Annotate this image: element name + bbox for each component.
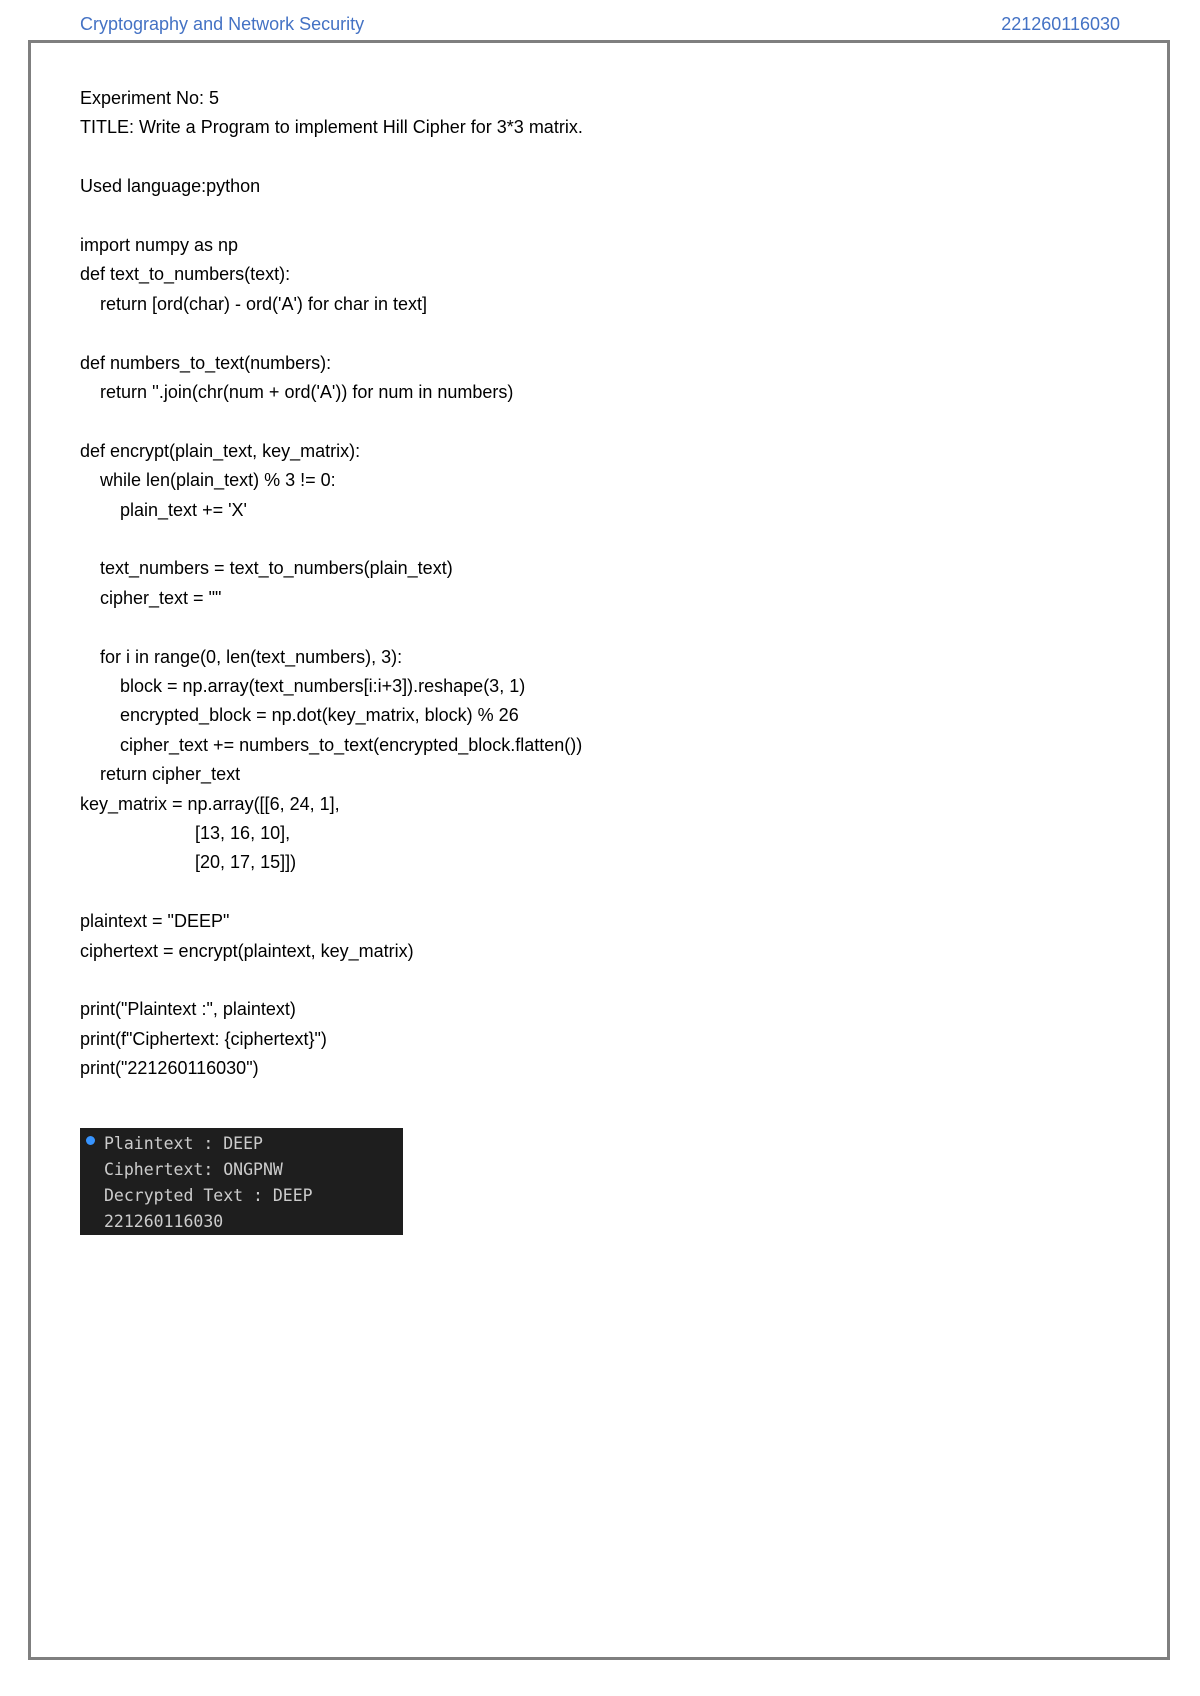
code-line: plaintext = "DEEP" [80,911,230,932]
blank-line [80,143,1100,172]
blank-line [80,966,1100,995]
code-line: cipher_text = "" [80,587,222,608]
header-enrollment-number: 221260116030 [1001,13,1120,34]
blank-line [80,202,1100,231]
page-header [80,12,1120,36]
terminal-line: Ciphertext: ONGPNW [104,1160,283,1179]
code-line: print(f"Ciphertext: {ciphertext}") [80,1028,327,1049]
code-line: text_numbers = text_to_numbers(plain_text) [80,558,453,579]
blank-line [80,407,1100,436]
code-line: for i in range(0, len(text_numbers), 3): [80,646,403,667]
code-line: key_matrix = np.array([[6, 24, 1], [80,793,340,814]
code-line: while len(plain_text) % 3 != 0: [80,470,336,491]
code-line: def text_to_numbers(text): [80,264,291,285]
header-course-title: Cryptography and Network Security [80,13,365,34]
terminal-line: Plaintext : DEEP [104,1134,263,1153]
code-line: cipher_text += numbers_to_text(encrypted_block.flatten()) [80,734,583,755]
document-body [80,84,1100,1084]
terminal-line: Decrypted Text : DEEP [104,1186,313,1205]
blank-line [80,525,1100,554]
blank-line [80,878,1100,907]
code-line: [13, 16, 10], [80,823,291,844]
terminal-lines [104,1131,313,1235]
code-line: print("221260116030") [80,1058,259,1079]
blank-line [80,319,1100,348]
code-line: return cipher_text [80,764,241,785]
code-line: block = np.array(text_numbers[i:i+3]).reshape(3, 1) [80,676,526,697]
blank-line [80,613,1100,642]
terminal-line: 221260116030 [104,1212,224,1231]
status-dot-icon [86,1136,95,1145]
code-line: print("Plaintext :", plaintext) [80,999,296,1020]
used-language: Used language:python [80,176,261,197]
code-line: def encrypt(plain_text, key_matrix): [80,440,361,461]
code-line: import numpy as np [80,235,239,255]
code-line: ciphertext = encrypt(plaintext, key_matrix) [80,940,414,961]
code-line: return [ord(char) - ord('A') for char in text] [80,293,427,314]
code-line: [20, 17, 15]]) [80,852,297,873]
code-line: def numbers_to_text(numbers): [80,352,332,373]
code-line: encrypted_block = np.dot(key_matrix, block) % 26 [80,705,519,726]
terminal-output-screenshot [80,1128,403,1235]
experiment-title: TITLE: Write a Program to implement Hill Cipher for 3*3 matrix. [80,117,583,138]
code-line: return ''.join(chr(num + ord('A')) for num in numbers) [80,382,514,403]
code-line: plain_text += 'X' [80,499,247,520]
experiment-number: Experiment No: 5 [80,88,220,108]
